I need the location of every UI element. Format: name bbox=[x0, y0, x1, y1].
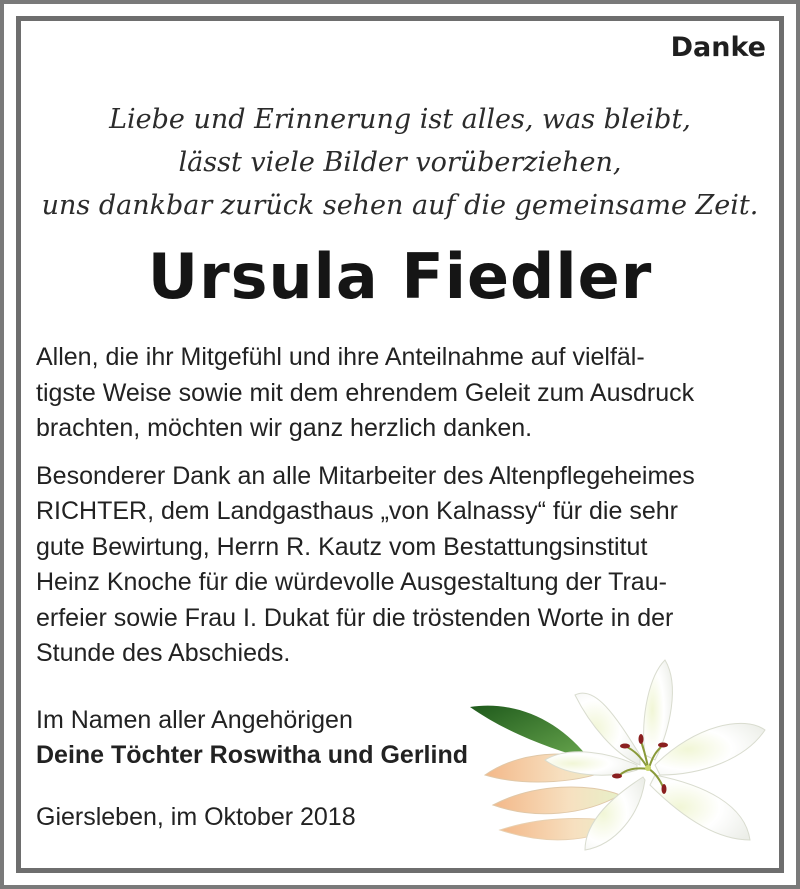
text-line: Besonderer Dank an alle Mitarbeiter des Altenpflegeheimes bbox=[36, 461, 695, 490]
poem-line: lässt viele Bilder vorüberziehen, bbox=[178, 147, 622, 178]
text-line: Stunde des Abschieds. bbox=[36, 639, 291, 667]
poem bbox=[0, 98, 800, 227]
text-line: tigste Weise sowie mit dem ehrendem Geleit zum Ausdruck bbox=[36, 378, 695, 407]
text-line: erfeier sowie Frau I. Dukat für die tröstenden Worte in der bbox=[36, 603, 674, 632]
category-label: Danke bbox=[670, 32, 766, 63]
thanks-paragraph-special bbox=[36, 459, 766, 672]
text-line: Heinz Knoche für die würdevolle Ausgestaltung der Trau- bbox=[36, 568, 667, 596]
signature-names: Deine Töchter Roswitha und Gerlind bbox=[36, 741, 468, 769]
place-date: Giersleben, im Oktober 2018 bbox=[36, 803, 356, 831]
thanks-text bbox=[36, 340, 766, 684]
deceased-name: Ursula Fiedler bbox=[147, 240, 653, 313]
thanks-paragraph-general bbox=[36, 340, 766, 447]
poem-line: Liebe und Erinnerung ist alles, was bleibt, bbox=[109, 104, 691, 135]
text-line: brachten, möchten wir ganz herzlich danken. bbox=[36, 414, 533, 442]
lily-flower-icon bbox=[465, 655, 780, 855]
text-line: Allen, die ihr Mitgefühl und ihre Anteilnahme auf vielfäl- bbox=[36, 343, 645, 371]
text-line: RICHTER, dem Landgasthaus „von Kalnassy“ für die sehr bbox=[36, 497, 678, 525]
signature bbox=[36, 703, 468, 773]
signature-intro: Im Namen aller Angehörigen bbox=[36, 706, 353, 734]
text-line: gute Bewirtung, Herrn R. Kautz vom Bestattungsinstitut bbox=[36, 532, 648, 561]
poem-line: uns dankbar zurück sehen auf die gemeinsame Zeit. bbox=[41, 190, 759, 221]
